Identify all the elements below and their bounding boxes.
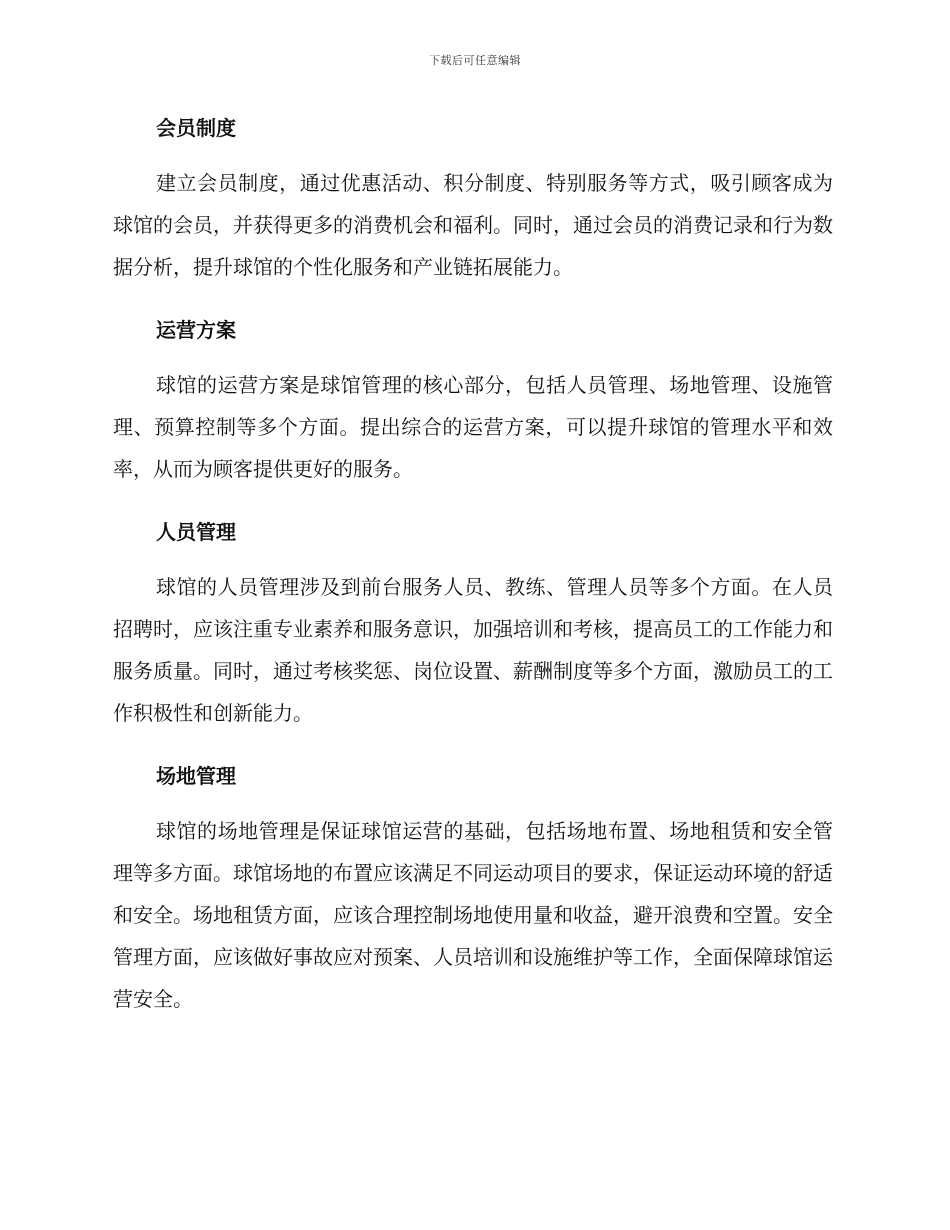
- section-body-operations: 球馆的运营方案是球馆管理的核心部分，包括人员管理、场地管理、设施管理、预算控制等多个方面。提出综合的运营方案，可以提升球馆的管理水平和效率，从而为顾客提供更好的服务。: [113, 373, 833, 481]
- document-content: [113, 108, 833, 1042]
- section-heading-operations: 运营方案: [156, 318, 236, 342]
- section-heading-membership: 会员制度: [156, 116, 236, 140]
- section-heading-venue: 场地管理: [156, 764, 236, 788]
- section-heading-personnel: 人员管理: [156, 520, 236, 544]
- header-note: 下载后可任意编辑: [429, 54, 521, 67]
- section-body-membership: 建立会员制度，通过优惠活动、积分制度、特别服务等方式，吸引顾客成为球馆的会员，并获得更多的消费机会和福利。同时，通过会员的消费记录和行为数据分析，提升球馆的个性化服务和产业链拓展能力。: [113, 171, 833, 279]
- section-body-venue: 球馆的场地管理是保证球馆运营的基础，包括场地布置、场地租赁和安全管理等多方面。球馆场地的布置应该满足不同运动项目的要求，保证运动环境的舒适和安全。场地租赁方面，应该合理控制场地使用量和收益，避开浪费和空置。安全管理方面，应该做好事故应对预案、人员培训和设施维护等工作，全面保障球馆运营安全。: [113, 819, 833, 1011]
- section-body-personnel: 球馆的人员管理涉及到前台服务人员、教练、管理人员等多个方面。在人员招聘时，应该注重专业素养和服务意识，加强培训和考核，提高员工的工作能力和服务质量。同时，通过考核奖惩、岗位设置、薪酬制度等多个方面，激励员工的工作积极性和创新能力。: [113, 575, 833, 725]
